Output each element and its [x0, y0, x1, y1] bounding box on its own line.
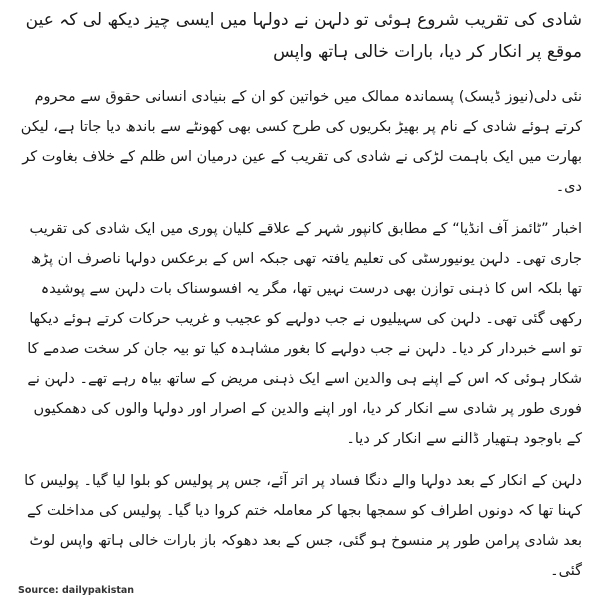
article-paragraph-3: دلہن کے انکار کے بعد دولہا والے دنگا فساد پر اتر آئے، جس پر پولیس کو بلوا لیا گیا۔ پولیس کا کہنا تھا کہ دونوں اطراف کو سمجھا بجھا کر معاملہ ختم کروا دیا گیا۔ پولیس کی مداخلت کے بعد شادی پرامن طور پر منسوخ ہو گئی، جس کے بعد دھوکہ باز بارات خالی ہاتھ واپس لوٹ گئی۔: [24, 473, 582, 579]
article-paragraph-1: نئی دلی(نیوز ڈیسک) پسماندہ ممالک میں خواتین کو ان کے بنیادی انسانی حقوق سے محروم کرتے ہوئے شادی کے نام پر بھیڑ بکریوں کی طرح کسی بھی کھونٹے سے باندھ دیا جاتا ہے، لیکن بھارت میں ایک باہمت لڑکی نے شادی کی تقریب کے عین درمیان اس ظلم کے خلاف بغاوت کر دی۔: [20, 89, 582, 195]
source-credit: Source: dailypakistan: [18, 585, 135, 596]
article-headline: شادی کی تقریب شروع ہوئی تو دلہن نے دولہا میں ایسی چیز دیکھ لی کہ عین موقع پر انکار کر دیا، بارات خالی ہاتھ واپس: [25, 10, 582, 62]
article-paragraph-2: اخبار ”ٹائمز آف انڈیا“ کے مطابق کانپور شہر کے علاقے کلیان پوری میں ایک شادی کی تقریب جاری تھی۔ دلہن یونیورسٹی کی تعلیم یافتہ تھی جبکہ اس کے برعکس دولہا ناصرف ان پڑھ تھا بلکہ اس کا ذہنی توازن بھی درست نہیں تھا، مگر یہ افسوسناک بات دلہن سے پوشیدہ رکھی گئی تھی۔ دلہن کی سہیلیوں نے جب دولہے کو عجیب و غریب حرکات کرتے ہوئے دیکھا تو اسے خبردار کر دیا۔ دلہن نے جب دولہے کا بغور مشاہدہ کیا تو بیہ جان کر سخت صدمے کا شکار ہوئی کہ اس کے اپنے ہی والدین اسے ایک ذہنی مریض کے ساتھ بیاہ رہے تھے۔ دلہن نے فوری طور پر شادی سے انکار کر دیا، اور اپنے والدین کے اصرار اور دولہا والوں کی دھمکیوں کے باوجود ہتھیار ڈالنے سے انکار کر دیا۔: [27, 221, 582, 447]
